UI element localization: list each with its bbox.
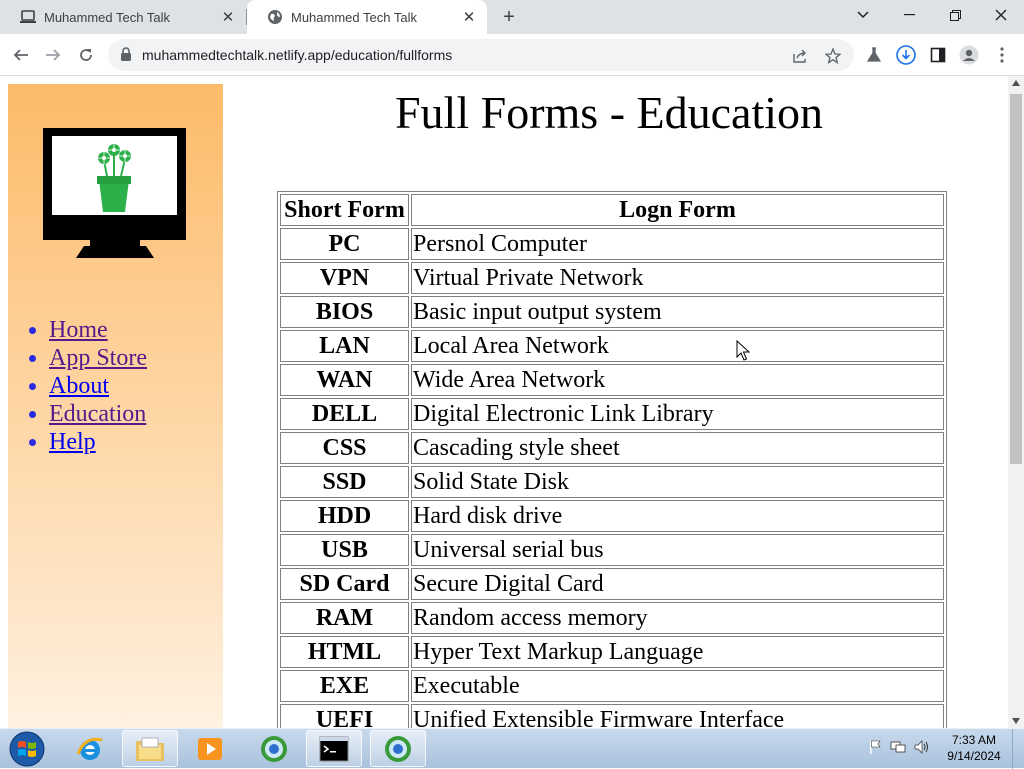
tab-close-icon[interactable]: ✕ <box>221 9 235 26</box>
short-form-cell: CSS <box>280 432 409 464</box>
nav-link-about[interactable]: About <box>49 373 109 399</box>
long-form-cell: Digital Electronic Link Library <box>411 398 944 430</box>
clock-date: 9/14/2024 <box>947 749 1001 763</box>
new-tab-button[interactable]: + <box>503 6 515 28</box>
table-row <box>280 670 944 702</box>
short-form-cell: HDD <box>280 500 409 532</box>
address-bar[interactable] <box>108 39 854 71</box>
url-text: muhammedtechtalk.netlify.app/education/fullforms <box>142 47 453 63</box>
table-row <box>280 704 944 728</box>
long-form-cell: Virtual Private Network <box>411 262 944 294</box>
long-form-cell: Unified Extensible Firmware Interface <box>411 704 944 728</box>
chrome-browser-active-icon[interactable] <box>370 730 426 767</box>
file-explorer-icon[interactable] <box>122 730 178 767</box>
tab-title: Muhammed Tech Talk <box>291 9 417 25</box>
sidebar-nav <box>8 316 147 456</box>
vertical-scrollbar[interactable] <box>1008 76 1024 728</box>
table-row <box>280 602 944 634</box>
short-form-cell: LAN <box>280 330 409 362</box>
nav-link-help[interactable]: Help <box>49 429 96 455</box>
back-arrow-icon[interactable] <box>8 42 34 68</box>
short-form-cell: RAM <box>280 602 409 634</box>
system-clock[interactable] <box>940 732 1008 764</box>
short-form-cell: UEFI <box>280 704 409 728</box>
action-center-flag-icon[interactable] <box>866 738 884 756</box>
side-panel-icon[interactable] <box>927 44 949 66</box>
download-icon[interactable] <box>895 44 917 66</box>
media-player-icon[interactable] <box>182 730 238 767</box>
scroll-up-arrow-icon[interactable] <box>1012 80 1020 86</box>
table-row <box>280 534 944 566</box>
table-row <box>280 636 944 668</box>
nav-item-education <box>49 400 147 428</box>
start-button-windows-orb-icon[interactable] <box>2 730 52 767</box>
internet-explorer-icon[interactable] <box>62 730 118 767</box>
labs-flask-icon[interactable] <box>863 44 885 66</box>
long-form-cell: Persnol Computer <box>411 228 944 260</box>
table-row <box>280 500 944 532</box>
nav-link-home[interactable]: Home <box>49 317 108 343</box>
long-form-cell: Solid State Disk <box>411 466 944 498</box>
column-header-short-form: Short Form <box>280 194 409 226</box>
long-form-cell: Executable <box>411 670 944 702</box>
page-viewport <box>0 76 1008 728</box>
long-form-cell: Secure Digital Card <box>411 568 944 600</box>
restore-button[interactable] <box>932 0 978 30</box>
laptop-favicon-icon <box>20 9 36 25</box>
long-form-cell: Wide Area Network <box>411 364 944 396</box>
browser-toolbar <box>0 34 1024 76</box>
short-form-cell: EXE <box>280 670 409 702</box>
mouse-cursor-icon <box>736 340 750 367</box>
tab-title: Muhammed Tech Talk <box>44 9 170 25</box>
table-row <box>280 568 944 600</box>
short-form-cell: SD Card <box>280 568 409 600</box>
browser-tab-active[interactable] <box>247 0 487 34</box>
long-form-cell: Basic input output system <box>411 296 944 328</box>
table-row <box>280 228 944 260</box>
tab-strip <box>0 0 1024 34</box>
monitor-with-flower-pot-icon <box>43 128 186 258</box>
nav-link-education[interactable]: Education <box>49 401 147 427</box>
nav-item-home <box>49 316 147 344</box>
clock-time: 7:33 AM <box>951 733 997 747</box>
chrome-browser-icon[interactable] <box>246 730 302 767</box>
globe-favicon-icon <box>267 9 283 25</box>
long-form-cell: Hyper Text Markup Language <box>411 636 944 668</box>
table-row <box>280 296 944 328</box>
table-row <box>280 466 944 498</box>
table-row <box>280 398 944 430</box>
table-body <box>280 228 944 728</box>
sidebar <box>8 84 223 728</box>
network-icon[interactable] <box>889 738 907 756</box>
short-form-cell: SSD <box>280 466 409 498</box>
long-form-cell: Local Area Network <box>411 330 944 362</box>
forward-arrow-icon[interactable] <box>40 42 66 68</box>
short-form-cell: USB <box>280 534 409 566</box>
short-form-cell: BIOS <box>280 296 409 328</box>
table-row <box>280 330 944 362</box>
table-row <box>280 262 944 294</box>
short-form-cell: WAN <box>280 364 409 396</box>
share-icon[interactable] <box>792 47 810 65</box>
browser-tab[interactable] <box>0 0 246 34</box>
short-form-cell: PC <box>280 228 409 260</box>
table-row <box>280 432 944 464</box>
short-form-cell: VPN <box>280 262 409 294</box>
profile-avatar-icon[interactable] <box>958 44 980 66</box>
short-form-cell: HTML <box>280 636 409 668</box>
nav-item-help <box>49 428 147 456</box>
full-forms-table <box>277 191 947 728</box>
tab-close-icon[interactable]: ✕ <box>462 9 476 26</box>
show-desktop-button[interactable] <box>1012 729 1024 769</box>
scroll-down-arrow-icon[interactable] <box>1012 718 1020 724</box>
windows-taskbar <box>0 728 1024 768</box>
reload-icon[interactable] <box>73 42 99 68</box>
table-header-row <box>280 194 944 226</box>
volume-speaker-icon[interactable] <box>913 738 931 756</box>
nav-item-app-store <box>49 344 147 372</box>
kebab-menu-icon[interactable] <box>991 44 1013 66</box>
short-form-cell: DELL <box>280 398 409 430</box>
nav-link-app-store[interactable]: App Store <box>49 345 147 371</box>
long-form-cell: Cascading style sheet <box>411 432 944 464</box>
nav-item-about <box>49 372 147 400</box>
long-form-cell: Random access memory <box>411 602 944 634</box>
long-form-cell: Hard disk drive <box>411 500 944 532</box>
tab-search-chevron-icon[interactable] <box>840 0 886 30</box>
close-window-button[interactable] <box>978 0 1024 30</box>
minimize-button[interactable] <box>886 0 932 30</box>
table-row <box>280 364 944 396</box>
command-prompt-icon[interactable] <box>306 730 362 767</box>
long-form-cell: Universal serial bus <box>411 534 944 566</box>
column-header-long-form: Logn Form <box>411 194 944 226</box>
bookmark-star-icon[interactable] <box>824 47 842 65</box>
lock-icon[interactable] <box>120 47 132 67</box>
scrollbar-thumb[interactable] <box>1010 94 1022 464</box>
page-title: Full Forms - Education <box>394 87 824 138</box>
